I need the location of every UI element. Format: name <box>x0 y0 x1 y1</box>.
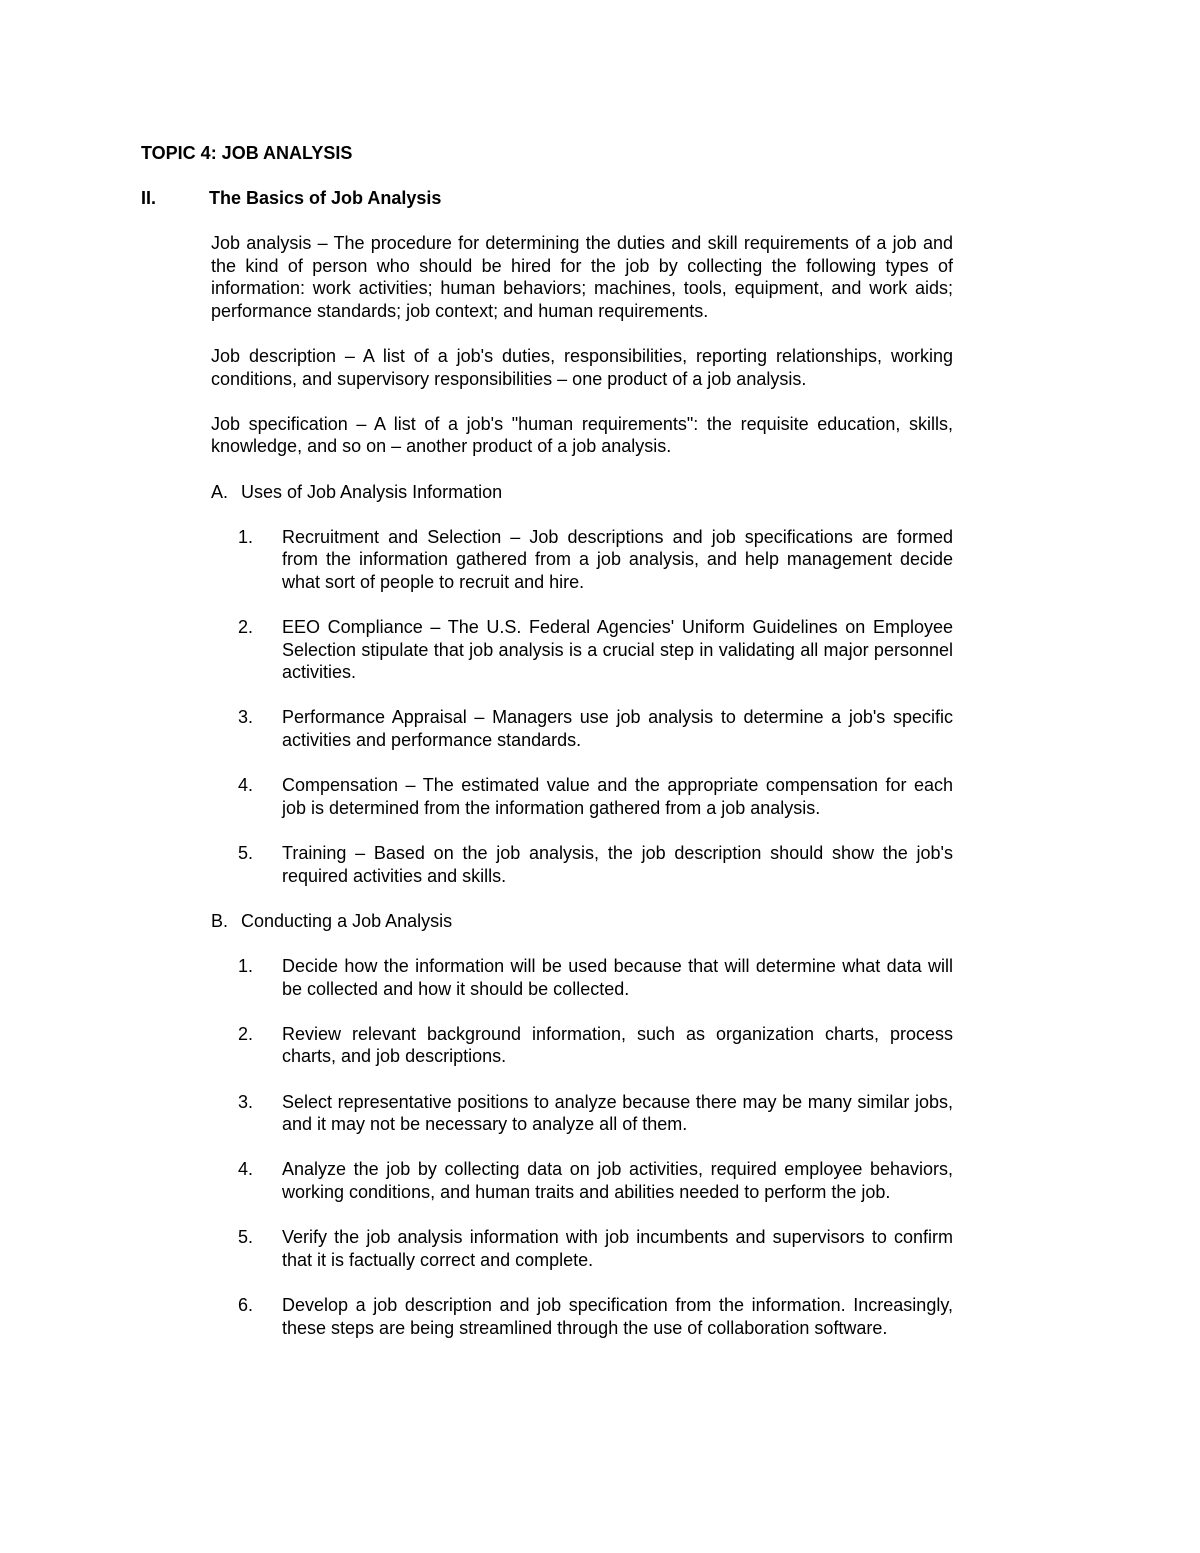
list-item <box>211 706 953 751</box>
list-item <box>211 955 953 1000</box>
list-item <box>211 842 953 887</box>
list-item-number: 2. <box>238 617 254 638</box>
list-item-number: 1. <box>238 956 254 976</box>
list-item-number: 5. <box>238 843 254 864</box>
list-item <box>211 616 953 684</box>
list-item-number: 2. <box>238 1023 254 1044</box>
section-heading <box>141 187 441 209</box>
list-item-text: Decide how the information will be used because that will determine what data will be collected and how it should be collected. <box>282 956 953 999</box>
list-item-number: 3. <box>238 707 254 728</box>
list-item-number: 4. <box>238 775 254 796</box>
topic-title: TOPIC 4: JOB ANALYSIS <box>141 143 353 163</box>
list-item-text: Develop a job description and job specification from the information. Increasingly, these steps are being streamlined through the use of collaboration software. <box>282 1294 953 1338</box>
list-item-number: 4. <box>238 1159 254 1180</box>
list-item <box>211 774 953 819</box>
definition-job-specification: Job specification – A list of a job's "human requirements": the requisite education, skills, knowledge, and so on – another product of a job analysis. <box>211 413 953 457</box>
subsection-title: Uses of Job Analysis Information <box>241 481 503 502</box>
list-item-number: 3. <box>238 1091 254 1112</box>
list-item <box>211 1226 953 1271</box>
list-item-number: 1. <box>238 526 254 547</box>
list-item-text: Select representative positions to analyze because there may be many similar jobs, and it may not be necessary to analyze all of them. <box>282 1091 953 1135</box>
list-item <box>211 1023 953 1068</box>
subsection-title: Conducting a Job Analysis <box>241 910 453 931</box>
list-item-text: Performance Appraisal – Managers use job analysis to determine a job's specific activities and performance standards. <box>282 707 953 751</box>
list-item-text: Verify the job analysis information with job incumbents and supervisors to confirm that it is factually correct and complete. <box>282 1227 953 1270</box>
list-item-number: 5. <box>238 1227 254 1248</box>
list-item-text: EEO Compliance – The U.S. Federal Agencies' Uniform Guidelines on Employee Selection stipulate that job analysis is a crucial step in validating all major personnel activities. <box>282 617 953 683</box>
definition-job-description: Job description – A list of a job's duties, responsibilities, reporting relationships, working conditions, and supervisory responsibilities – one product of a job analysis. <box>211 345 953 389</box>
section-title: The Basics of Job Analysis <box>209 188 442 208</box>
subsection-letter: A. <box>211 481 229 502</box>
list-item <box>211 526 953 594</box>
subsection-letter: B. <box>211 910 229 931</box>
subsection-heading-uses <box>211 481 953 504</box>
document-body <box>211 232 953 1362</box>
list-item-text: Recruitment and Selection – Job descriptions and job specifications are formed from the information gathered from a job analysis, and help management decide what sort of people to recruit and hire. <box>282 526 953 592</box>
subsection-heading-conducting <box>211 910 953 933</box>
list-item-text: Compensation – The estimated value and the appropriate compensation for each job is determined from the information gathered from a job analysis. <box>282 775 953 818</box>
list-item-text: Training – Based on the job analysis, the job description should show the job's required activities and skills. <box>282 843 953 886</box>
list-item-number: 6. <box>238 1294 254 1315</box>
list-item-text: Review relevant background information, such as organization charts, process charts, and job descriptions. <box>282 1023 953 1067</box>
definition-job-analysis: Job analysis – The procedure for determining the duties and skill requirements of a job and the kind of person who should be hired for the job by collecting the following types of information: work activities; human behaviors; machines, tools, equipment, and work aids; performance standards; job context; and human requirements. <box>211 233 953 321</box>
section-numeral: II. <box>141 188 157 208</box>
list-item-text: Analyze the job by collecting data on job activities, required employee behaviors, working conditions, and human traits and abilities needed to perform the job. <box>282 1159 953 1202</box>
list-item <box>211 1294 953 1339</box>
list-item <box>211 1158 953 1203</box>
list-item <box>211 1091 953 1136</box>
